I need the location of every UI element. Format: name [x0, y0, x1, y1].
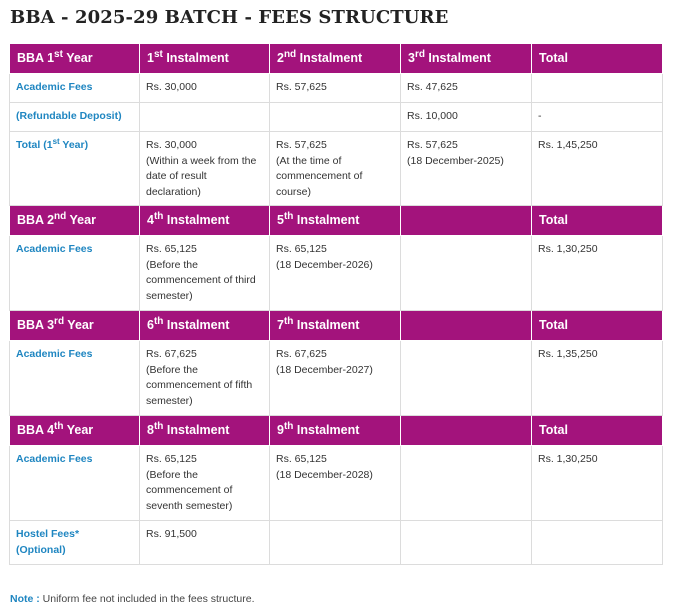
- table-cell: -: [532, 103, 663, 132]
- empty-heading: [401, 206, 532, 236]
- empty-heading: [401, 416, 532, 446]
- table-cell: Rs. 30,000: [140, 74, 270, 103]
- note-text: Uniform fee not included in the fees structure.: [39, 593, 255, 605]
- fees-table: [9, 43, 663, 565]
- table-row: [10, 521, 663, 565]
- instalment-7-heading: 7th Instalment: [270, 311, 401, 341]
- footnote: [10, 593, 255, 605]
- table-cell: Rs. 1,45,250: [532, 132, 663, 206]
- instalment-5-heading: 5th Instalment: [270, 206, 401, 236]
- table-row: [10, 236, 663, 311]
- table-cell: Rs. 57,625: [270, 74, 401, 103]
- instalment-6-heading: 6th Instalment: [140, 311, 270, 341]
- total-heading: Total: [532, 311, 663, 341]
- table-row: [10, 446, 663, 521]
- table-cell: Rs. 57,625 (18 December-2025): [401, 132, 532, 206]
- row-label: Academic Fees: [10, 446, 140, 521]
- instalment-8-heading: 8th Instalment: [140, 416, 270, 446]
- note-label: Note :: [10, 593, 40, 605]
- year1-heading: BBA 1st Year: [10, 44, 140, 74]
- table-cell: Rs. 47,625: [401, 74, 532, 103]
- table-cell: Rs. 57,625 (At the time of commencement of course): [270, 132, 401, 206]
- table-cell: [401, 236, 532, 311]
- row-label: Total (1st Year): [10, 132, 140, 206]
- instalment-4-heading: 4th Instalment: [140, 206, 270, 236]
- table-cell: Rs. 65,125 (18 December-2028): [270, 446, 401, 521]
- year3-heading: BBA 3rd Year: [10, 311, 140, 341]
- year4-heading: BBA 4th Year: [10, 416, 140, 446]
- year2-heading: BBA 2nd Year: [10, 206, 140, 236]
- year4-header-row: [10, 416, 663, 446]
- row-label: Academic Fees: [10, 341, 140, 416]
- table-cell: [532, 74, 663, 103]
- table-cell: [270, 103, 401, 132]
- total-heading: Total: [532, 44, 663, 74]
- table-cell: [140, 103, 270, 132]
- row-label: (Refundable Deposit): [10, 103, 140, 132]
- year3-header-row: [10, 311, 663, 341]
- table-cell: Rs. 91,500: [140, 521, 270, 565]
- table-cell: Rs. 10,000: [401, 103, 532, 132]
- table-cell: Rs. 67,625 (18 December-2027): [270, 341, 401, 416]
- table-cell: Rs. 65,125 (18 December-2026): [270, 236, 401, 311]
- table-cell: Rs. 30,000 (Within a week from the date of result declaration): [140, 132, 270, 206]
- instalment-3-heading: 3rd Instalment: [401, 44, 532, 74]
- table-cell: Rs. 1,35,250: [532, 341, 663, 416]
- page-title: BBA - 2025-29 BATCH - FEES STRUCTURE: [10, 7, 449, 28]
- table-cell: Rs. 65,125 (Before the commencement of third semester): [140, 236, 270, 311]
- empty-heading: [401, 311, 532, 341]
- year1-header-row: [10, 44, 663, 74]
- table-row: [10, 341, 663, 416]
- instalment-1-heading: 1st Instalment: [140, 44, 270, 74]
- row-label: Hostel Fees* (Optional): [10, 521, 140, 565]
- instalment-9-heading: 9th Instalment: [270, 416, 401, 446]
- instalment-2-heading: 2nd Instalment: [270, 44, 401, 74]
- table-cell: Rs. 1,30,250: [532, 446, 663, 521]
- year2-header-row: [10, 206, 663, 236]
- total-heading: Total: [532, 416, 663, 446]
- table-cell: Rs. 67,625 (Before the commencement of fifth semester): [140, 341, 270, 416]
- table-cell: [401, 341, 532, 416]
- row-label: Academic Fees: [10, 236, 140, 311]
- row-label: Academic Fees: [10, 74, 140, 103]
- table-cell: Rs. 65,125 (Before the commencement of seventh semester): [140, 446, 270, 521]
- total-heading: Total: [532, 206, 663, 236]
- table-cell: [401, 521, 532, 565]
- table-cell: Rs. 1,30,250: [532, 236, 663, 311]
- table-cell: [270, 521, 401, 565]
- table-row: [10, 132, 663, 206]
- table-row: [10, 74, 663, 103]
- table-row: [10, 103, 663, 132]
- table-cell: [401, 446, 532, 521]
- table-cell: [532, 521, 663, 565]
